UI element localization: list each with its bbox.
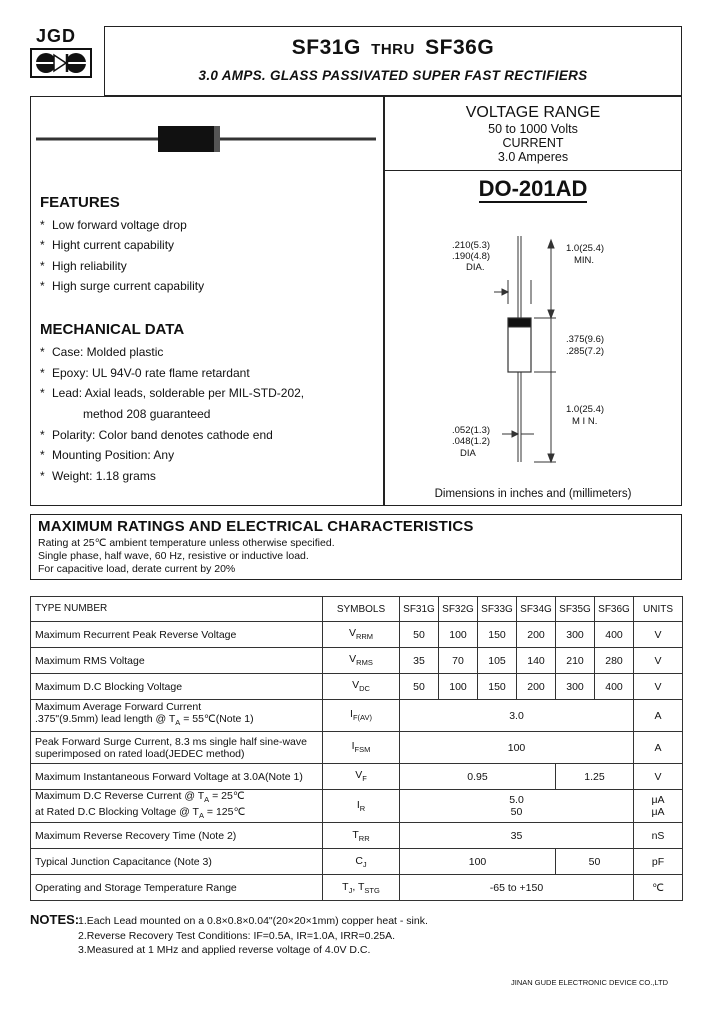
symbol-cell: $I_{FSM}$ — [323, 732, 400, 764]
current-title: CURRENT — [502, 136, 564, 150]
unit-cell: V — [634, 622, 683, 648]
table-row — [31, 648, 683, 674]
lead-dia-label: DIA — [460, 448, 476, 459]
value-cell: 140 — [517, 648, 556, 674]
mechanical-heading: MECHANICAL DATA — [40, 321, 185, 338]
page-title — [104, 36, 682, 60]
notes-label: NOTES: — [30, 912, 80, 927]
diode-logo-icon — [30, 48, 92, 78]
symbol-cell: $T_J$, $T_{STG}$ — [323, 875, 400, 901]
value-cell: 50 — [400, 622, 439, 648]
voltage-range-value: 50 to 1000 Volts — [488, 122, 578, 136]
feature-item: * Low forward voltage drop — [40, 218, 187, 232]
page-subtitle: 3.0 AMPS. GLASS PASSIVATED SUPER FAST RECTIFIERS — [198, 68, 588, 83]
feature-item: * Hight current capability — [40, 238, 175, 252]
unit-cell: A — [634, 700, 683, 732]
body-length-max: .375(9.6) — [566, 334, 605, 345]
value-cell: -65 to +150 — [400, 875, 634, 901]
ratings-title: MAXIMUM RATINGS AND ELECTRICAL CHARACTERISTICS — [38, 518, 474, 535]
top-lead-length: 1.0(25.4) — [566, 243, 605, 254]
body-dia-min: .190(4.8) — [452, 251, 491, 262]
package-outline-drawing — [384, 200, 682, 490]
parameter-cell: Typical Junction Capacitance (Note 3) — [31, 849, 323, 875]
unit-cell: A — [634, 732, 683, 764]
value-cell: 1.25 — [556, 764, 634, 790]
lead-dia-min: .048(1.2) — [452, 436, 491, 447]
body-dia-label: DIA. — [466, 262, 485, 273]
unit-cell: V — [634, 764, 683, 790]
table-row — [31, 849, 683, 875]
mechanical-item: * Lead: Axial leads, solderable per MIL-STD-202, — [40, 386, 305, 400]
ratings-condition: Rating at 25℃ ambient temperature unless otherwise specified. — [38, 537, 335, 549]
feature-item: * High reliability — [40, 259, 127, 273]
symbol-cell: $V_{DC}$ — [323, 674, 400, 700]
top-lead-length-min: MIN. — [574, 255, 595, 266]
table-header-cell: SF36G — [595, 597, 634, 622]
symbol-cell: $V_F$ — [323, 764, 400, 790]
features-heading: FEATURES — [40, 194, 120, 211]
table-row — [31, 732, 683, 764]
value-cell: 50 — [400, 674, 439, 700]
value-cell: 35 — [400, 823, 634, 849]
characteristics-table — [30, 596, 683, 901]
table-header-cell: TYPE NUMBER — [31, 597, 323, 622]
note-item: 1.Each Lead mounted on a 0.8×0.8×0.04"(20×20×1mm) copper heat - sink. — [78, 915, 428, 927]
table-header-cell: SF31G — [400, 597, 439, 622]
ratings-condition: For capacitive load, derate current by 20% — [38, 563, 236, 575]
current-value: 3.0 Amperes — [497, 150, 569, 164]
value-cell: 210 — [556, 648, 595, 674]
diode-photo — [36, 122, 376, 156]
table-header-cell: SF35G — [556, 597, 595, 622]
table-header-cell: SYMBOLS — [323, 597, 400, 622]
bottom-lead-length-min: M I N. — [572, 416, 598, 427]
mechanical-item: * Weight: 1.18 grams — [40, 469, 156, 483]
unit-cell: V — [634, 674, 683, 700]
table-row — [31, 875, 683, 901]
value-cell: 400 — [595, 674, 634, 700]
voltage-range-title: VOLTAGE RANGE — [465, 104, 601, 121]
value-cell: 100 — [400, 732, 634, 764]
title-thru: THRU — [371, 41, 415, 58]
body-length-min: .285(7.2) — [566, 346, 605, 357]
symbol-cell: $I_R$ — [323, 790, 400, 823]
value-cell: 5.0 50 — [400, 790, 634, 823]
parameter-cell: Maximum Reverse Recovery Time (Note 2) — [31, 823, 323, 849]
table-row — [31, 764, 683, 790]
value-cell: 100 — [439, 622, 478, 648]
value-cell: 50 — [556, 849, 634, 875]
mechanical-item-continuation: method 208 guaranteed — [83, 407, 211, 421]
unit-cell: V — [634, 648, 683, 674]
parameter-cell: Peak Forward Surge Current, 8.3 ms single half sine-wave superimposed on rated load(JEDEC method) — [31, 732, 323, 764]
spec-divider — [384, 170, 682, 171]
ratings-condition: Single phase, half wave, 60 Hz, resistive or inductive load. — [38, 550, 309, 562]
note-item: 2.Reverse Recovery Test Conditions: IF=0.5A, IR=1.0A, IRR=0.25A. — [78, 930, 396, 942]
table-header-cell: SF33G — [478, 597, 517, 622]
symbol-cell: $C_J$ — [323, 849, 400, 875]
value-cell: 100 — [400, 849, 556, 875]
value-cell: 3.0 — [400, 700, 634, 732]
unit-cell: pF — [634, 849, 683, 875]
unit-cell: ℃ — [634, 875, 683, 901]
mechanical-item: * Case: Molded plastic — [40, 345, 164, 359]
feature-item: * High surge current capability — [40, 279, 205, 293]
table-row — [31, 700, 683, 732]
parameter-cell: Operating and Storage Temperature Range — [31, 875, 323, 901]
title-first-part: SF31G — [291, 36, 361, 59]
lead-dia-max: .052(1.3) — [452, 425, 491, 436]
table-row — [31, 790, 683, 823]
value-cell: 200 — [517, 674, 556, 700]
parameter-cell: Maximum RMS Voltage — [31, 648, 323, 674]
symbol-cell: $V_{RRM}$ — [323, 622, 400, 648]
value-cell: 100 — [439, 674, 478, 700]
value-cell: 280 — [595, 648, 634, 674]
symbol-cell: $I_{F(AV)}$ — [323, 700, 400, 732]
table-header-cell: SF32G — [439, 597, 478, 622]
unit-cell: nS — [634, 823, 683, 849]
value-cell: 150 — [478, 622, 517, 648]
table-row — [31, 674, 683, 700]
company-footer: JINAN GUDE ELECTRONIC DEVICE CO.,LTD — [511, 978, 668, 987]
value-cell: 105 — [478, 648, 517, 674]
parameter-cell: Maximum D.C Blocking Voltage — [31, 674, 323, 700]
symbol-cell: $V_{RMS}$ — [323, 648, 400, 674]
table-header-cell: UNITS — [634, 597, 683, 622]
bottom-lead-length: 1.0(25.4) — [566, 404, 605, 415]
body-dia-max: .210(5.3) — [452, 240, 491, 251]
features-panel — [30, 96, 384, 506]
mechanical-item: * Polarity: Color band denotes cathode end — [40, 428, 273, 442]
note-item: 3.Measured at 1 MHz and applied reverse voltage of 4.0V D.C. — [78, 944, 371, 956]
value-cell: 400 — [595, 622, 634, 648]
value-cell: 300 — [556, 622, 595, 648]
table-row — [31, 622, 683, 648]
table-row — [31, 823, 683, 849]
dimensions-note: Dimensions in inches and (millimeters) — [434, 488, 632, 500]
unit-cell: μA μA — [634, 790, 683, 823]
value-cell: 0.95 — [400, 764, 556, 790]
value-cell: 150 — [478, 674, 517, 700]
value-cell: 200 — [517, 622, 556, 648]
parameter-cell: Maximum D.C Reverse Current @ $T_A$ = 25℃ at Rated D.C Blocking Voltage @ $T_A$ = 125℃ — [31, 790, 323, 823]
table-header-row — [31, 597, 683, 622]
table-header-cell: SF34G — [517, 597, 556, 622]
title-last-part: SF36G — [425, 36, 495, 59]
mechanical-item: * Mounting Position: Any — [40, 448, 175, 462]
parameter-cell: Maximum Recurrent Peak Reverse Voltage — [31, 622, 323, 648]
symbol-cell: $T_{RR}$ — [323, 823, 400, 849]
package-name: DO-201AD — [478, 176, 588, 201]
parameter-cell: Maximum Instantaneous Forward Voltage at 3.0A(Note 1) — [31, 764, 323, 790]
mechanical-item: * Epoxy: UL 94V-0 rate flame retardant — [40, 366, 250, 380]
value-cell: 70 — [439, 648, 478, 674]
value-cell: 300 — [556, 674, 595, 700]
company-logo-text: JGD — [36, 26, 77, 46]
parameter-cell: Maximum Average Forward Current .375"(9.5mm) lead length @ $T_A$ = 55℃(Note 1) — [31, 700, 323, 732]
value-cell: 35 — [400, 648, 439, 674]
